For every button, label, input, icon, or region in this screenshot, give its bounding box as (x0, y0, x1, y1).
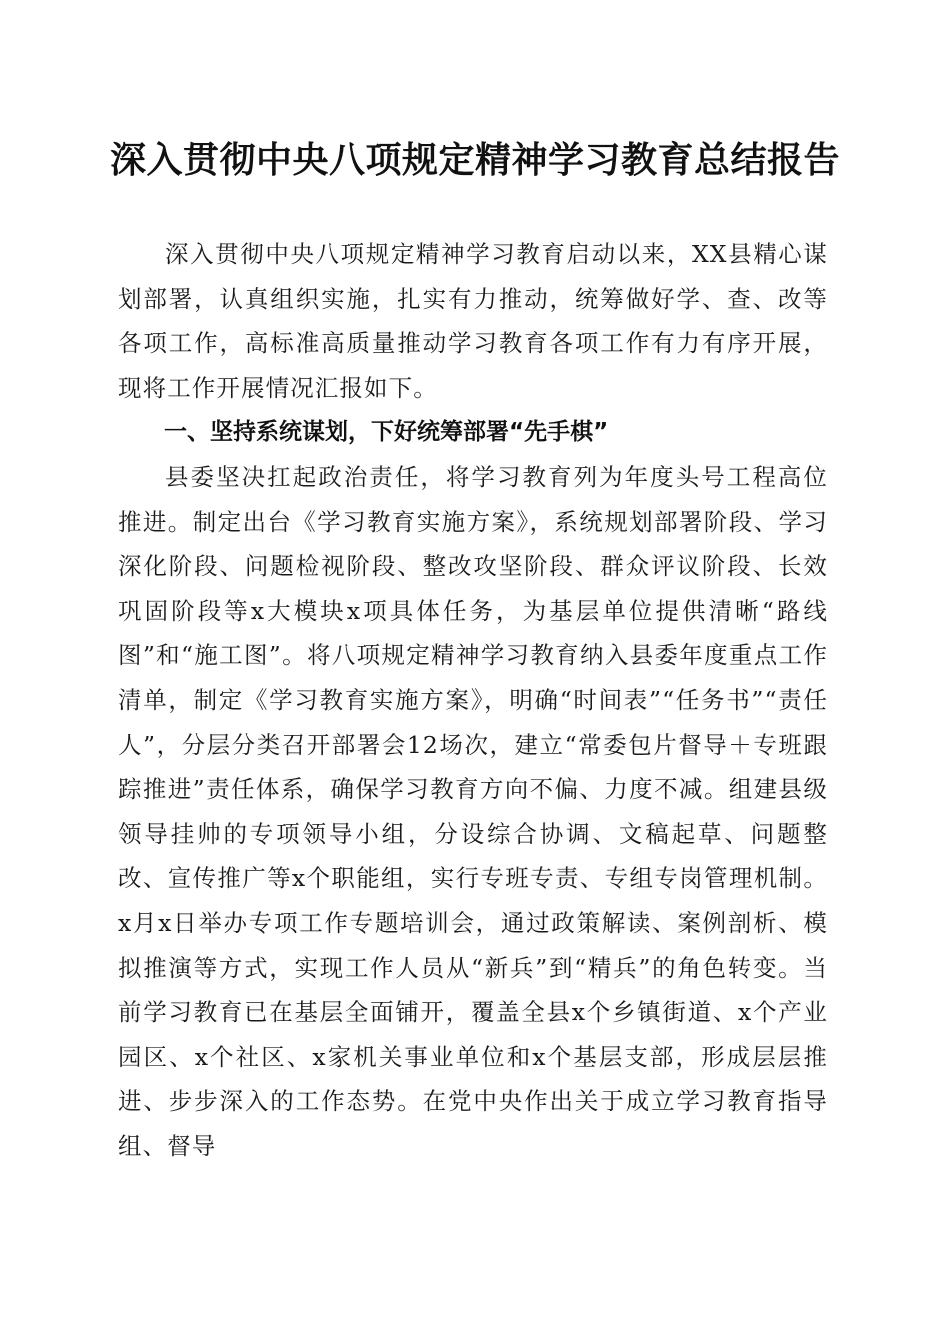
section-heading: 一、坚持系统谋划，下好统筹部署“先手棋” (164, 419, 609, 446)
section-paragraph: 县委坚决扛起政治责任，将学习教育列为年度头号工程高位推进。制定出台《学习教育实施方案》，系统规划部署阶段、学习深化阶段、问题检视阶段、整改攻坚阶段、群众评议阶段、长效巩固阶段等x大模块x项具体任务，为基层单位提供清晰“路线图”和“施工图”。将八项规定精神学习教育纳入县委年度重点工作清单，制定《学习教育实施方案》，明确“时间表”“任务书”“责任人”，分层分类召开部署会12场次，建立“常委包片督导＋专班跟踪推进”责任体系，确保学习教育方向不偏、力度不减。组建县级领导挂帅的专项领导小组，分设综合协调、文稿起草、问题整改、宣传推广等x个职能组，实行专班专责、专组专岗管理机制。x月x日举办专项工作专题培训会，通过政策解读、案例剖析、模拟推演等方式，实现工作人员从“新兵”到“精兵”的角色转变。当前学习教育已在基层全面铺开，覆盖全县x个乡镇街道、x个产业园区、x个社区、x家机关事业单位和x个基层支部，形成层层推进、步步深入的工作态势。在党中央作出关于成立学习教育指导组、督导 (118, 462, 828, 1160)
document-body (118, 232, 828, 1168)
intro-paragraph: 深入贯彻中央八项规定精神学习教育启动以来，XX县精心谋划部署，认真组织实施，扎实有力推动，统筹做好学、查、改等各项工作，高标准高质量推动学习教育各项工作有力有序开展，现将工作开展情况汇报如下。 (118, 240, 828, 402)
document-title: 深入贯彻中央八项规定精神学习教育总结报告 (109, 139, 840, 181)
